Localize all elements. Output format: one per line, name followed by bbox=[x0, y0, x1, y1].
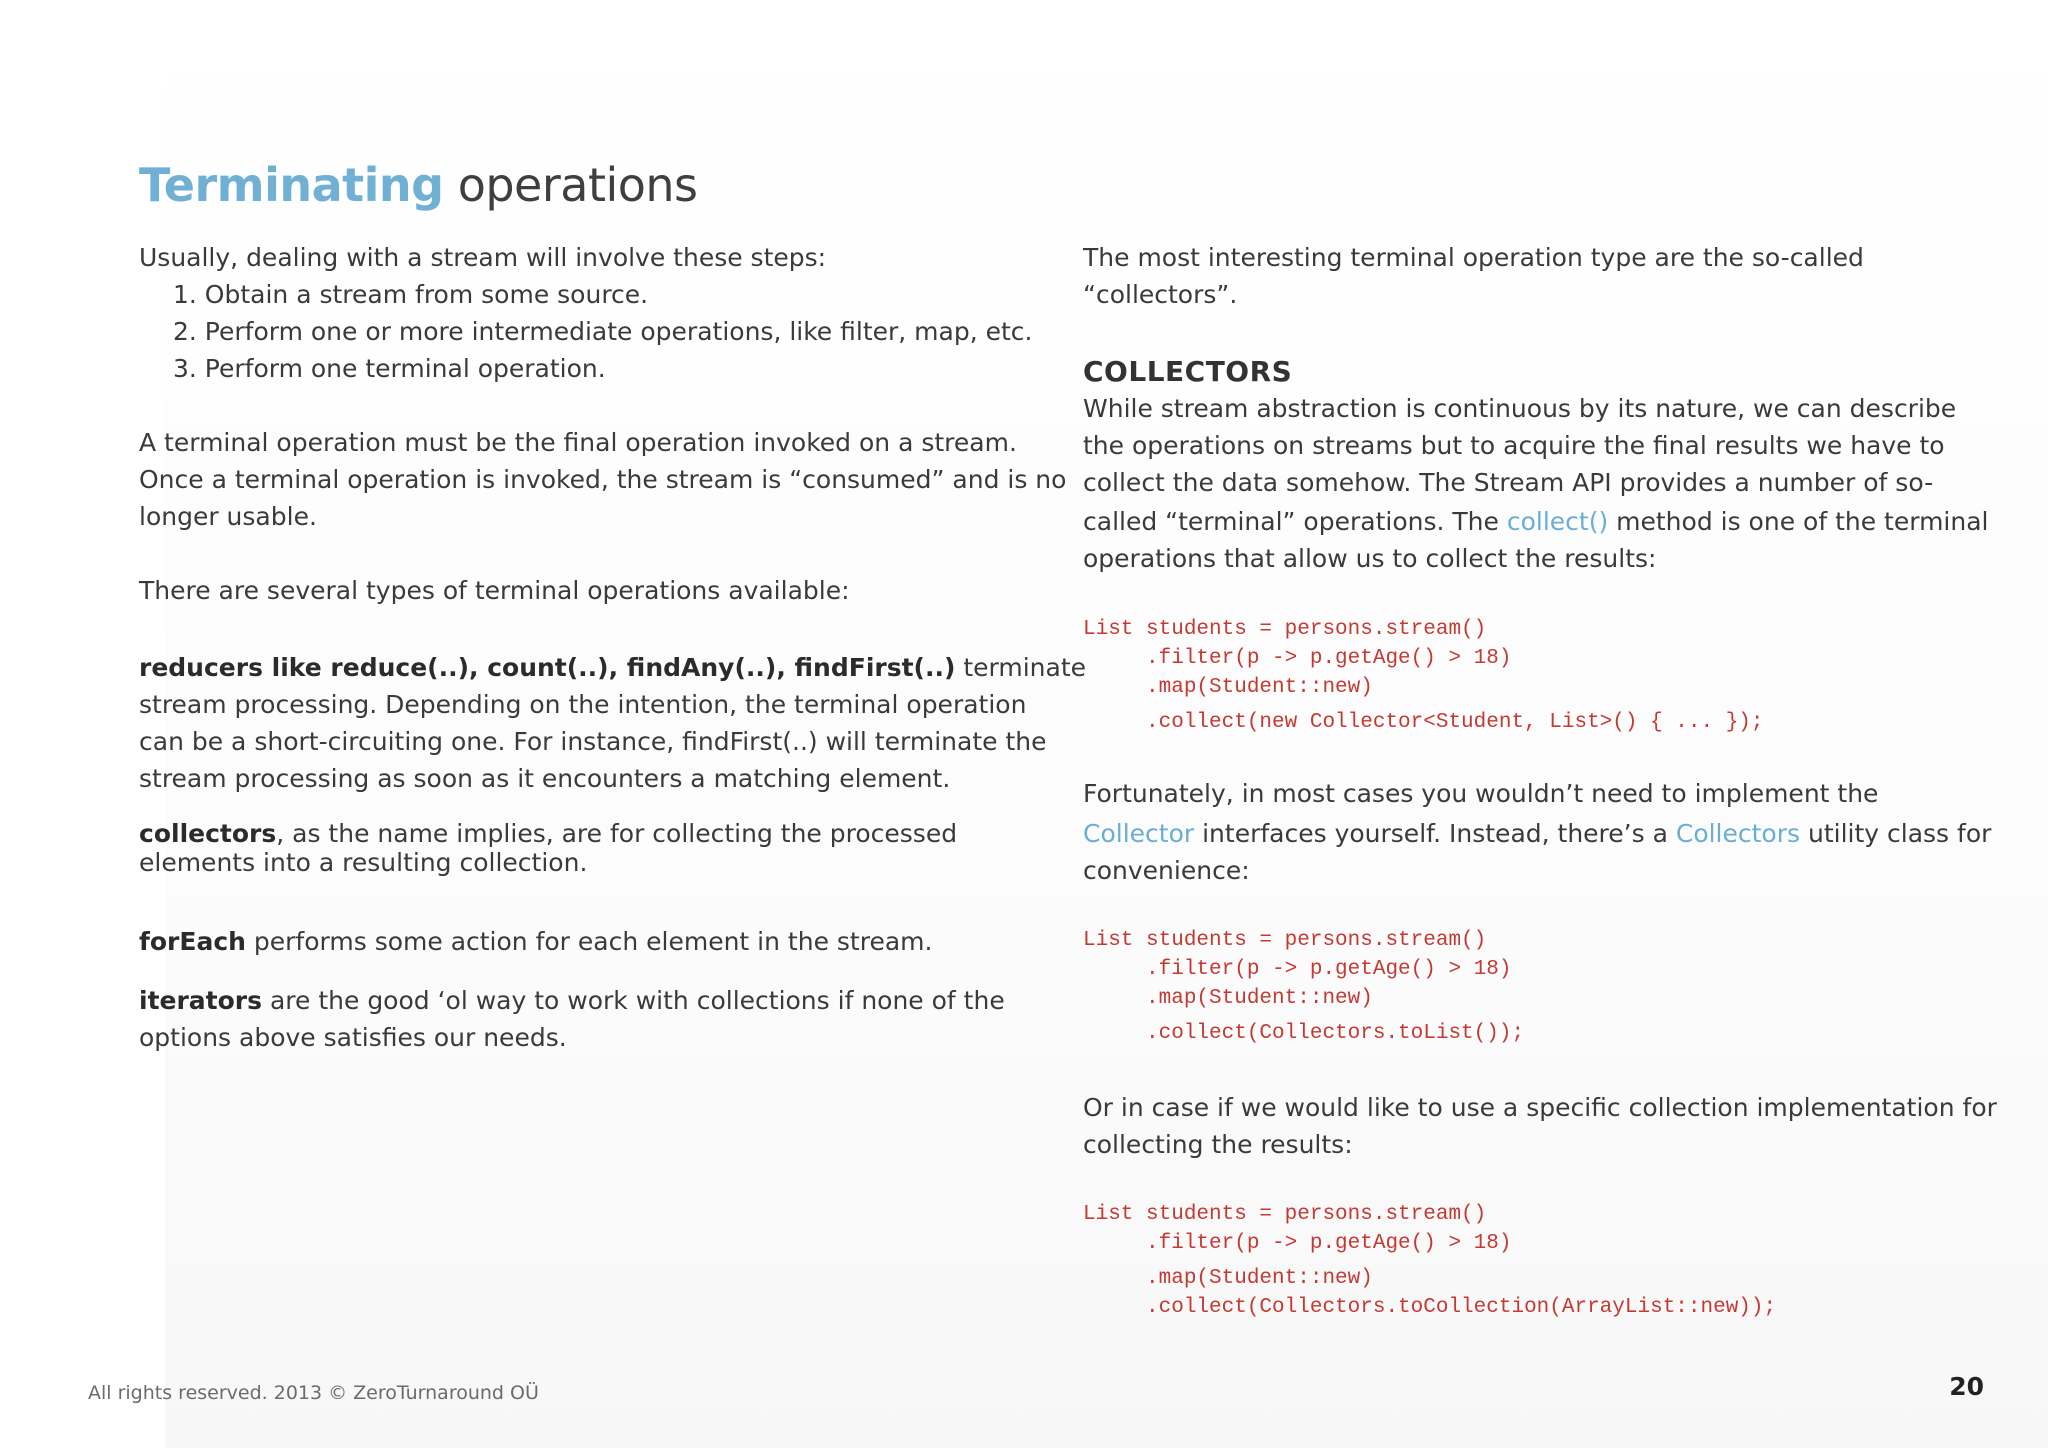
fortunately-line: convenience: bbox=[1083, 856, 1250, 885]
collectors-line: elements into a resulting collection. bbox=[139, 848, 588, 877]
collectors-bold: collectors bbox=[139, 819, 277, 848]
reducers-bold: reducers like reduce(..), count(..), findAny(..), findFirst(..) bbox=[139, 653, 956, 682]
types-intro: There are several types of terminal operations available: bbox=[139, 576, 850, 605]
step-item: 3. Perform one terminal operation. bbox=[173, 354, 606, 383]
page-number: 20 bbox=[1949, 1372, 1984, 1401]
code-block-3 bbox=[1083, 1200, 1943, 1322]
or-para-line: collecting the results: bbox=[1083, 1130, 1353, 1159]
foreach-rest: performs some action for each element in the stream. bbox=[245, 927, 933, 956]
footer-copyright: All rights reserved. 2013 © ZeroTurnaround OÜ bbox=[88, 1382, 539, 1404]
code-line: .filter(p -> p.getAge() > 18) bbox=[1083, 958, 1512, 981]
collector-link[interactable]: Collector bbox=[1083, 819, 1195, 848]
intro-text: Usually, dealing with a stream will involve these steps: bbox=[139, 243, 827, 272]
or-para-line: Or in case if we would like to use a specific collection implementation for bbox=[1083, 1093, 1997, 1122]
code-line: .map(Student::new) bbox=[1083, 987, 1373, 1010]
step-item: 2. Perform one or more intermediate operations, like filter, map, etc. bbox=[173, 317, 1033, 346]
collect-link[interactable]: collect() bbox=[1506, 507, 1609, 536]
code-line: .collect(new Collector<Student, List>() { ... }); bbox=[1083, 711, 1764, 734]
collectors-link[interactable]: Collectors bbox=[1675, 819, 1801, 848]
collectors-para-line: operations that allow us to collect the results: bbox=[1083, 544, 1657, 573]
iterators-line bbox=[139, 982, 1005, 1019]
collectors-para-line: called “terminal” operations. The collect() method is one of the terminal bbox=[1083, 507, 1989, 536]
reducers-rest: terminate bbox=[955, 653, 1087, 682]
terminal-para-line: A terminal operation must be the final operation invoked on a stream. bbox=[139, 428, 1017, 457]
step-item: 1. Obtain a stream from some source. bbox=[173, 280, 649, 309]
code-line: .collect(Collectors.toCollection(ArrayList::new)); bbox=[1083, 1296, 1777, 1319]
reducers-line: can be a short-circuiting one. For instance, findFirst(..) will terminate the bbox=[139, 727, 1047, 756]
page-title bbox=[139, 158, 698, 212]
code-line: List students = persons.stream() bbox=[1083, 929, 1487, 952]
title-highlight: Terminating bbox=[139, 158, 444, 212]
fortunately-line: Collector interfaces yourself. Instead, there’s a Collectors utility class for bbox=[1083, 819, 1992, 848]
code-line: .map(Student::new) bbox=[1083, 676, 1373, 699]
code-line: .filter(p -> p.getAge() > 18) bbox=[1083, 647, 1512, 670]
collectors-line bbox=[139, 819, 999, 848]
title-rest: operations bbox=[443, 158, 698, 212]
terminal-para-line: longer usable. bbox=[139, 502, 317, 531]
steps-list bbox=[139, 276, 1033, 387]
iterators-line: options above satisfies our needs. bbox=[139, 1023, 567, 1052]
right-column bbox=[1083, 239, 1997, 1322]
code-block-1 bbox=[1083, 615, 1943, 737]
collectors-para-line: the operations on streams but to acquire the final results we have to bbox=[1083, 431, 1945, 460]
right-intro-line: The most interesting terminal operation type are the so-called bbox=[1083, 243, 1864, 272]
iterators-bold: iterators bbox=[139, 986, 263, 1015]
reducers-line: stream processing. Depending on the intention, the terminal operation bbox=[139, 690, 1027, 719]
reducers-line: stream processing as soon as it encounters a matching element. bbox=[139, 764, 951, 793]
code-line: .filter(p -> p.getAge() > 18) bbox=[1083, 1232, 1512, 1255]
collectors-para-line: While stream abstraction is continuous by its nature, we can describe bbox=[1083, 394, 1957, 423]
foreach-bold: forEach bbox=[139, 927, 246, 956]
fortunately-line: Fortunately, in most cases you wouldn’t need to implement the bbox=[1083, 779, 1879, 808]
foreach-line bbox=[139, 923, 999, 960]
code-line: .collect(Collectors.toList()); bbox=[1083, 1022, 1525, 1045]
collectors-para-line: collect the data somehow. The Stream API provides a number of so- bbox=[1083, 468, 1934, 497]
left-column bbox=[139, 239, 1087, 1056]
code-line: List students = persons.stream() bbox=[1083, 618, 1487, 641]
code-line: List students = persons.stream() bbox=[1083, 1203, 1487, 1226]
iterators-rest: are the good ‘ol way to work with collections if none of the bbox=[262, 986, 1005, 1015]
section-heading: COLLECTORS bbox=[1083, 355, 1293, 388]
right-intro-line: “collectors”. bbox=[1083, 280, 1238, 309]
collectors-rest: , as the name implies, are for collecting the processed bbox=[276, 819, 958, 848]
reducers-line bbox=[139, 649, 1087, 686]
code-line: .map(Student::new) bbox=[1083, 1267, 1373, 1290]
terminal-para-line: Once a terminal operation is invoked, the stream is “consumed” and is no bbox=[139, 465, 1067, 494]
code-block-2 bbox=[1083, 926, 1943, 1048]
